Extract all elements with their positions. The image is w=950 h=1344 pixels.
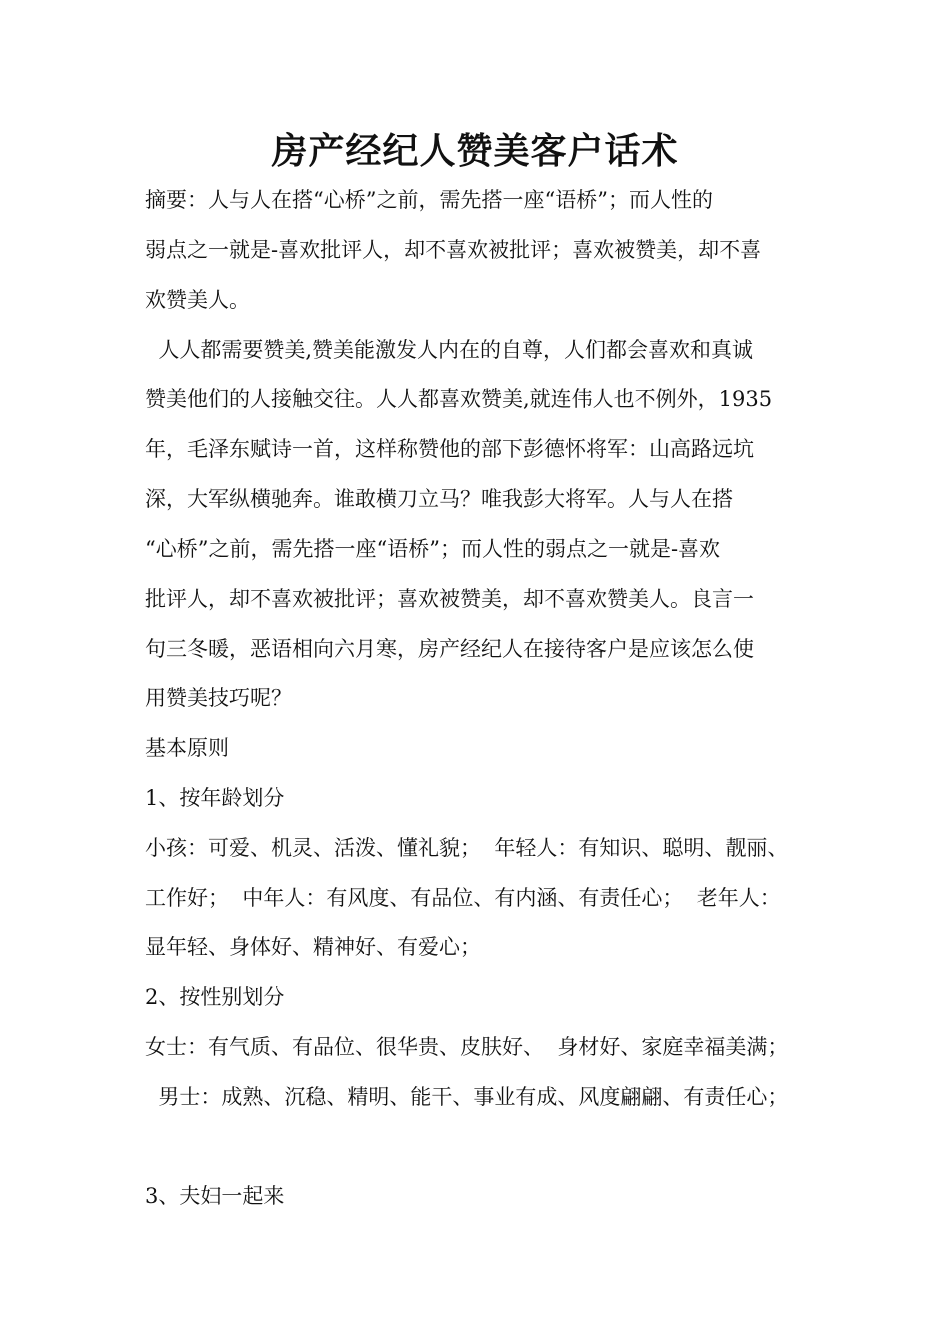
paragraph-line: 小孩：可爱、机灵、活泼、懂礼貌； 年轻人：有知识、聪明、靓丽、 bbox=[145, 836, 789, 860]
paragraph-line: 摘要：人与人在搭“心桥”之前，需先搭一座“语桥”；而人性的 bbox=[145, 188, 713, 212]
paragraph-line: 女士：有气质、有品位、很华贵、皮肤好、 身材好、家庭幸福美满； bbox=[145, 1035, 789, 1059]
paragraph-line: 用赞美技巧呢？ bbox=[145, 686, 292, 710]
paragraph-line: 深，大军纵横驰奔。谁敢横刀立马？唯我彭大将军。人与人在搭 bbox=[145, 487, 733, 511]
paragraph-line: 男士：成熟、沉稳、精明、能干、事业有成、风度翩翩、有责任心； bbox=[145, 1085, 789, 1109]
paragraph-line: 赞美他们的人接触交往。人人都喜欢赞美,就连伟人也不例外，1935 bbox=[145, 387, 773, 411]
document-title: 房产经纪人赞美客户话术 bbox=[271, 131, 679, 172]
paragraph-line: “心桥”之前，需先搭一座“语桥”；而人性的弱点之一就是-喜欢 bbox=[145, 537, 721, 561]
paragraph-line: 弱点之一就是-喜欢批评人，却不喜欢被批评；喜欢被赞美，却不喜 bbox=[145, 238, 762, 262]
paragraph-line: 工作好； 中年人：有风度、有品位、有内涵、有责任心； 老年人： bbox=[145, 886, 781, 910]
paragraph-line: 显年轻、身体好、精神好、有爱心； bbox=[145, 935, 481, 959]
paragraph-line: 人人都需要赞美,赞美能激发人内在的自尊，人们都会喜欢和真诚 bbox=[145, 338, 754, 362]
paragraph-line: 批评人，却不喜欢被批评；喜欢被赞美，却不喜欢赞美人。良言一 bbox=[145, 587, 754, 611]
subsection-heading: 3、夫妇一起来 bbox=[145, 1184, 285, 1208]
paragraph-line: 句三冬暖，恶语相向六月寒，房产经纪人在接待客户是应该怎么使 bbox=[145, 637, 754, 661]
subsection-heading: 1、按年龄划分 bbox=[145, 786, 285, 810]
subsection-heading: 2、按性别划分 bbox=[145, 985, 285, 1009]
section-heading: 基本原则 bbox=[145, 736, 229, 760]
paragraph-line: 欢赞美人。 bbox=[145, 288, 250, 312]
paragraph-line: 年，毛泽东赋诗一首，这样称赞他的部下彭德怀将军：山高路远坑 bbox=[145, 437, 754, 461]
